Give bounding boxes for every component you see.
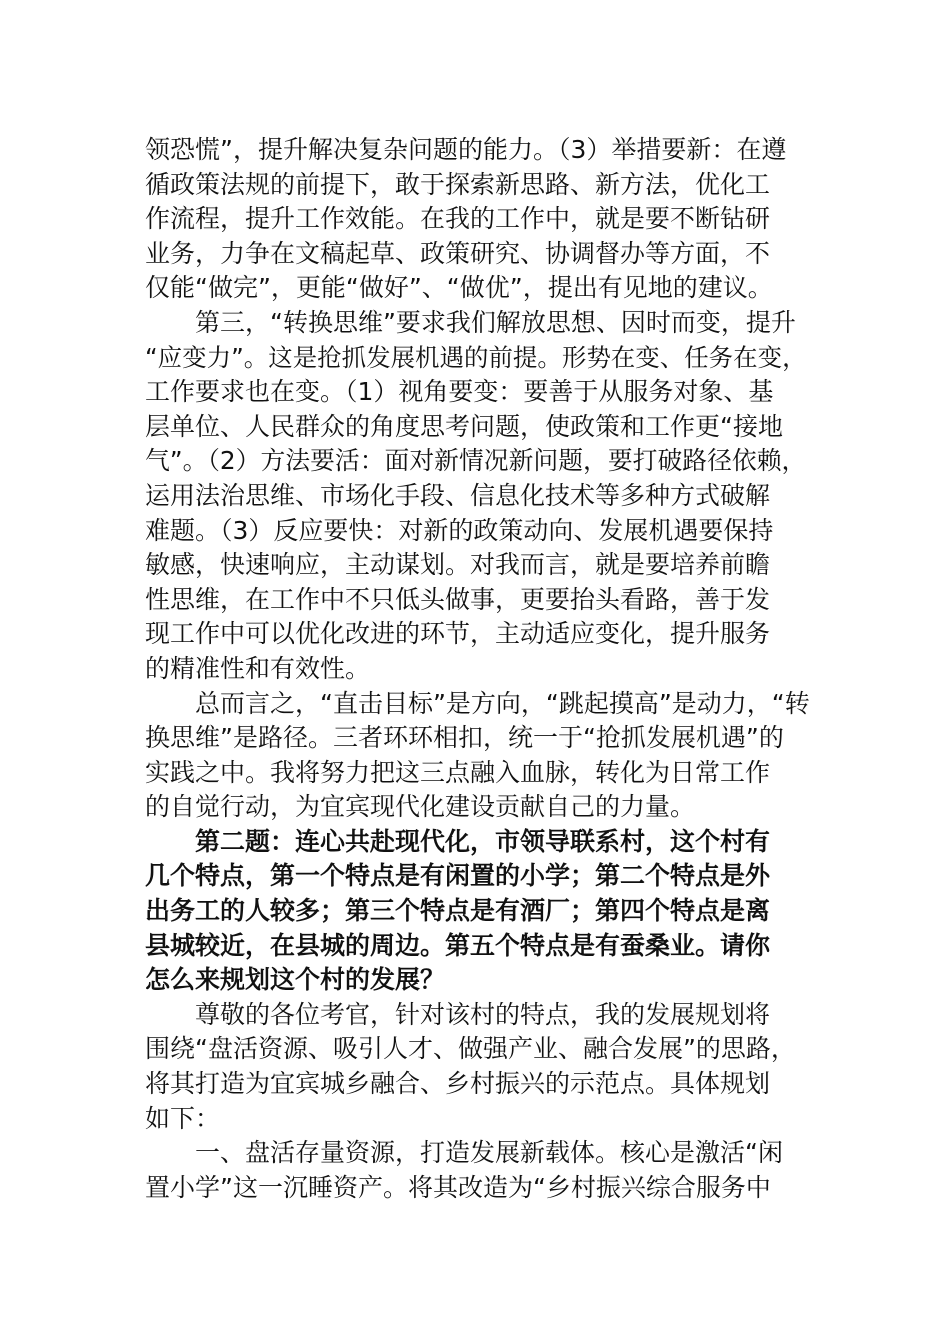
text-line: 出务工的人较多；第三个特点是有酒厂；第四个特点是离 bbox=[145, 896, 771, 926]
text-line: “应变力”。这是抢抓发展机遇的前提。形势在变、任务在变， bbox=[145, 342, 807, 372]
text-line: 换思维”是路径。三者环环相扣，统一于“抢抓发展机遇”的 bbox=[145, 723, 784, 753]
text-line: 几个特点，第一个特点是有闲置的小学；第二个特点是外 bbox=[145, 861, 771, 891]
text-line: 性思维，在工作中不只低头做事，更要抬头看路，善于发 bbox=[145, 584, 771, 614]
text-line: 敏感，快速响应，主动谋划。对我而言，就是要培养前瞻 bbox=[145, 550, 771, 580]
text-line: 围绕“盘活资源、吸引人才、做强产业、融合发展”的思路， bbox=[145, 1034, 796, 1064]
text-line: 难题。（3）反应要快：对新的政策动向、发展机遇要保持 bbox=[145, 515, 774, 545]
text-line: 业务，力争在文稿起草、政策研究、协调督办等方面，不 bbox=[145, 238, 771, 268]
text-line: 置小学”这一沉睡资产。将其改造为“乡村振兴综合服务中 bbox=[145, 1172, 771, 1202]
text-line: 的自觉行动，为宜宾现代化建设贡献自己的力量。 bbox=[145, 792, 696, 822]
text-line: 运用法治思维、市场化手段、信息化技术等多种方式破解 bbox=[145, 480, 771, 510]
text-line: 将其打造为宜宾城乡融合、乡村振兴的示范点。具体规划 bbox=[145, 1069, 771, 1099]
text-line: 层单位、人民群众的角度思考问题，使政策和工作更“接地 bbox=[145, 411, 783, 441]
text-line: 县城较近，在县城的周边。第五个特点是有蚕桑业。请你 bbox=[145, 930, 771, 960]
text-line: 总而言之，“直击目标”是方向，“跳起摸高”是动力，“转 bbox=[195, 688, 810, 718]
text-line: 循政策法规的前提下，敢于探索新思路、新方法，优化工 bbox=[145, 169, 771, 199]
text-line: 怎么来规划这个村的发展？ bbox=[145, 965, 446, 995]
text-line: 的精准性和有效性。 bbox=[145, 653, 371, 683]
document-body bbox=[145, 133, 810, 1205]
text-line: 尊敬的各位考官，针对该村的特点，我的发展规划将 bbox=[195, 999, 771, 1029]
text-line: 一、盘活存量资源，打造发展新载体。核心是激活“闲 bbox=[195, 1138, 783, 1168]
text-line: 如下： bbox=[145, 1103, 221, 1133]
text-line: 工作要求也在变。（1）视角要变：要善于从服务对象、基 bbox=[145, 377, 774, 407]
text-line: 第二题：连心共赴现代化，市领导联系村，这个村有 bbox=[195, 826, 771, 856]
text-line: 领恐慌”，提升解决复杂问题的能力。（3）举措要新：在遵 bbox=[145, 135, 787, 164]
text-line: 作流程，提升工作效能。在我的工作中，就是要不断钻研 bbox=[145, 204, 771, 234]
text-line: 仅能“做完”，更能“做好”、“做优”，提出有见地的建议。 bbox=[145, 273, 773, 303]
text-line: 实践之中。我将努力把这三点融入血脉，转化为日常工作 bbox=[145, 757, 771, 787]
text-line: 第三，“转换思维”要求我们解放思想、因时而变，提升 bbox=[195, 307, 796, 337]
text-line: 现工作中可以优化改进的环节，主动适应变化，提升服务 bbox=[145, 619, 771, 649]
text-line: 气”。（2）方法要活：面对新情况新问题，要打破路径依赖， bbox=[145, 446, 807, 476]
